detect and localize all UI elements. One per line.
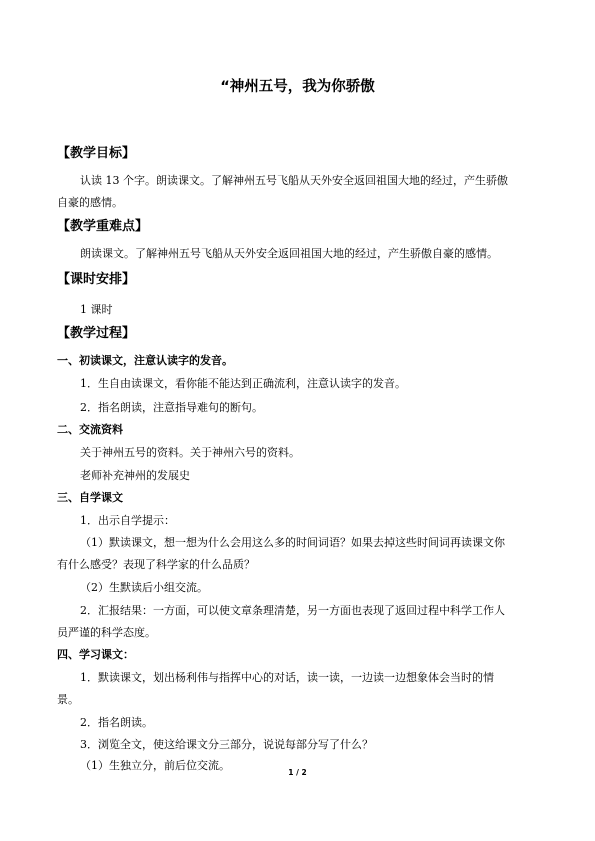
objectives-line-2: 自豪的感情。 <box>57 196 123 209</box>
section-2-line-1: 关于神州五号的资料。关于神州六号的资料。 <box>80 446 300 459</box>
section-3-line-3: 有什么感受？表现了科学家的什么品质？ <box>57 558 255 571</box>
section-3-line-1: 1．出示自学提示： <box>80 514 175 527</box>
schedule-heading: 【课时安排】 <box>57 272 136 287</box>
section-1-line-1: 1．生自由读课文，看你能不能达到正确流利，注意认读字的发音。 <box>80 377 406 390</box>
section-4-line-3: 2．指名朗读。 <box>80 716 153 729</box>
section-4-line-5: （1）生独立分，前后位交流。 <box>80 759 230 772</box>
process-heading: 【教学过程】 <box>57 326 136 341</box>
section-1-line-2: 2．指名朗读，注意指导难句的断句。 <box>80 401 263 414</box>
section-4-title: 四、学习课文： <box>57 648 134 661</box>
document-title: “神州五号，我为你骄傲 <box>220 79 375 95</box>
section-3-line-5: 2．汇报结果：一方面，可以使文章条理清楚，另一方面也表现了返回过程中科学工作人 <box>80 604 505 617</box>
key-points-line-1: 朗读课文。了解神州五号飞船从天外安全返回祖国大地的经过，产生骄傲自豪的感情。 <box>80 247 498 260</box>
section-3-line-4: （2）生默读后小组交流。 <box>80 581 208 594</box>
section-2-title: 二、交流资料 <box>57 423 123 436</box>
section-2-line-2: 老师补充神州的发展史 <box>80 469 190 482</box>
schedule-line-1: 1 课时 <box>80 303 113 316</box>
page-number: 1 / 2 <box>288 768 307 777</box>
section-1-title: 一、初读课文，注意认读字的发音。 <box>57 354 233 367</box>
objectives-heading: 【教学目标】 <box>57 146 136 161</box>
section-4-line-1: 1．默读课文，划出杨利伟与指挥中心的对话，读一读，一边读一边想象体会当时的情 <box>80 671 494 684</box>
section-4-line-4: 3．浏览全文，使这给课文分三部分，说说每部分写了什么？ <box>80 738 373 751</box>
key-points-heading: 【教学重难点】 <box>57 219 149 234</box>
objectives-line-1: 认读 13 个字。朗读课文。了解神州五号飞船从天外安全返回祖国大地的经过，产生骄傲 <box>80 174 508 187</box>
section-3-line-6: 员严谨的科学态度。 <box>57 626 156 639</box>
section-3-line-2: （1）默读课文，想一想为什么会用这么多的时间词语？如果去掉这些时间词再读课文你 <box>80 536 505 549</box>
section-4-line-2: 景。 <box>57 693 79 706</box>
section-3-title: 三、自学课文 <box>57 491 123 504</box>
